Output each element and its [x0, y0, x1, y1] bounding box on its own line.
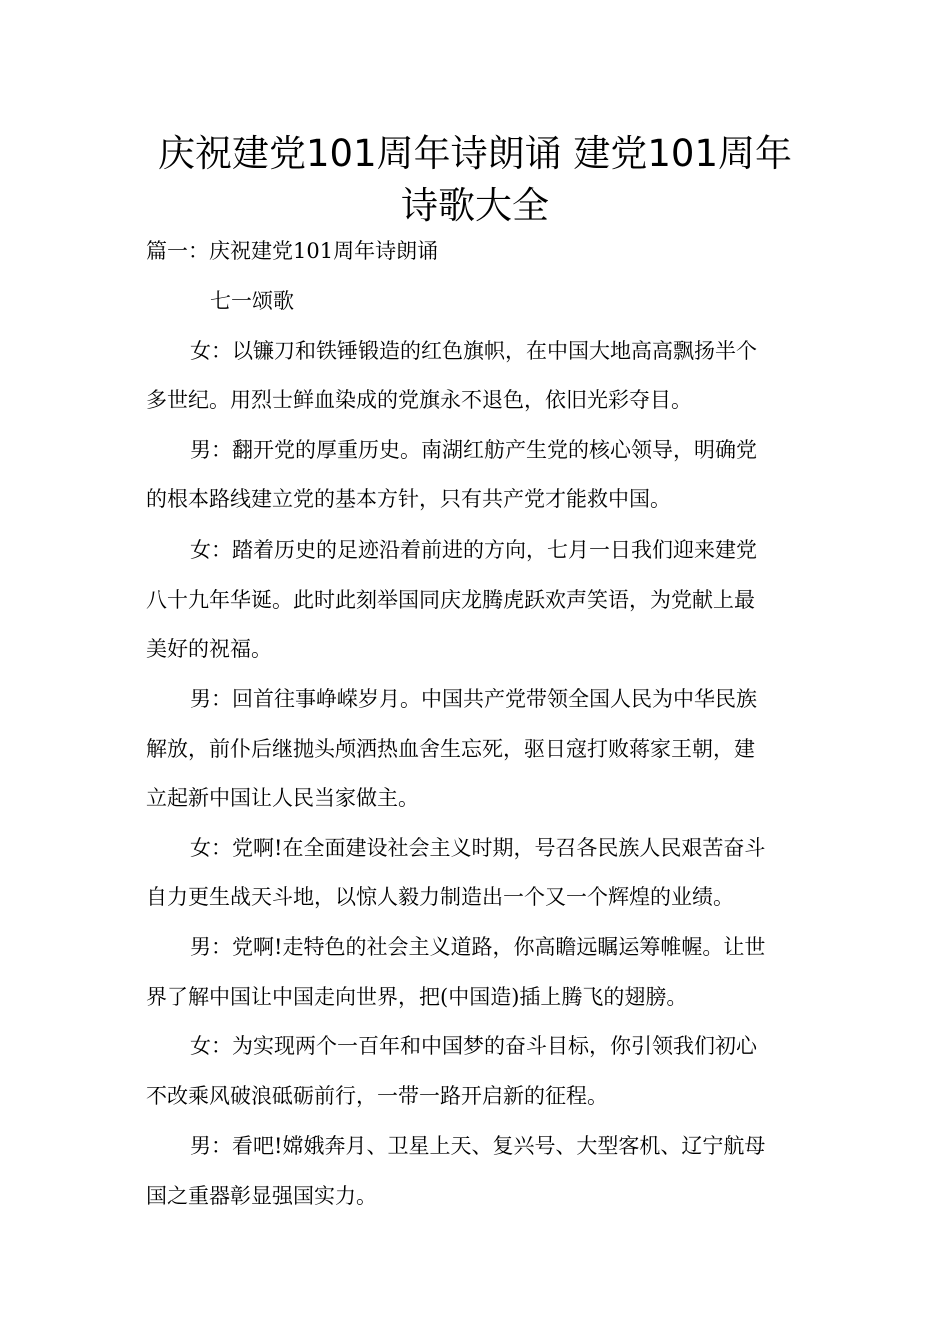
poem-line: 女：党啊!在全面建设社会主义时期，号召各民族人民艰苦奋斗 — [190, 836, 766, 860]
poem-line: 女：踏着历史的足迹沿着前进的方向，七月一日我们迎来建党 — [190, 538, 757, 562]
poem-line: 多世纪。用烈士鲜血染成的党旗永不退色，依旧光彩夺目。 — [146, 388, 692, 412]
section-heading: 篇一：庆祝建党101周年诗朗诵 — [146, 239, 439, 263]
poem-line: 不改乘风破浪砥砺前行，一带一路开启新的征程。 — [146, 1084, 608, 1108]
poem-line: 男：党啊!走特色的社会主义道路，你高瞻远瞩运筹帷幄。让世 — [190, 935, 766, 959]
poem-line: 女：为实现两个一百年和中国梦的奋斗目标，你引领我们初心 — [190, 1034, 757, 1058]
document-title-line-2: 诗歌大全 — [401, 184, 549, 227]
poem-line: 的根本路线建立党的基本方针，只有共产党才能救中国。 — [146, 487, 671, 511]
poem-line: 八十九年华诞。此时此刻举国同庆龙腾虎跃欢声笑语，为党献上最 — [146, 588, 755, 612]
poem-line: 男：翻开党的厚重历史。南湖红舫产生党的核心领导，明确党 — [190, 438, 757, 462]
poem-line: 国之重器彰显强国实力。 — [146, 1184, 377, 1208]
poem-line: 解放，前仆后继抛头颅洒热血舍生忘死，驱日寇打败蒋家王朝，建 — [146, 737, 755, 761]
poem-line: 男：回首往事峥嵘岁月。中国共产党带领全国人民为中华民族 — [190, 687, 757, 711]
poem-line: 女：以镰刀和铁锤锻造的红色旗帜，在中国大地高高飘扬半个 — [190, 339, 757, 363]
poem-title: 七一颂歌 — [210, 289, 294, 313]
poem-line: 自力更生战天斗地，以惊人毅力制造出一个又一个辉煌的业绩。 — [146, 885, 734, 909]
document-title-line-1: 庆祝建党101周年诗朗诵 建党101周年 — [157, 132, 792, 175]
poem-line: 美好的祝福。 — [146, 637, 272, 661]
poem-line: 立起新中国让人民当家做主。 — [146, 786, 419, 810]
poem-line: 界了解中国让中国走向世界，把(中国造)插上腾飞的翅膀。 — [146, 985, 688, 1009]
poem-line: 男：看吧!嫦娥奔月、卫星上天、复兴号、大型客机、辽宁航母 — [190, 1134, 766, 1158]
